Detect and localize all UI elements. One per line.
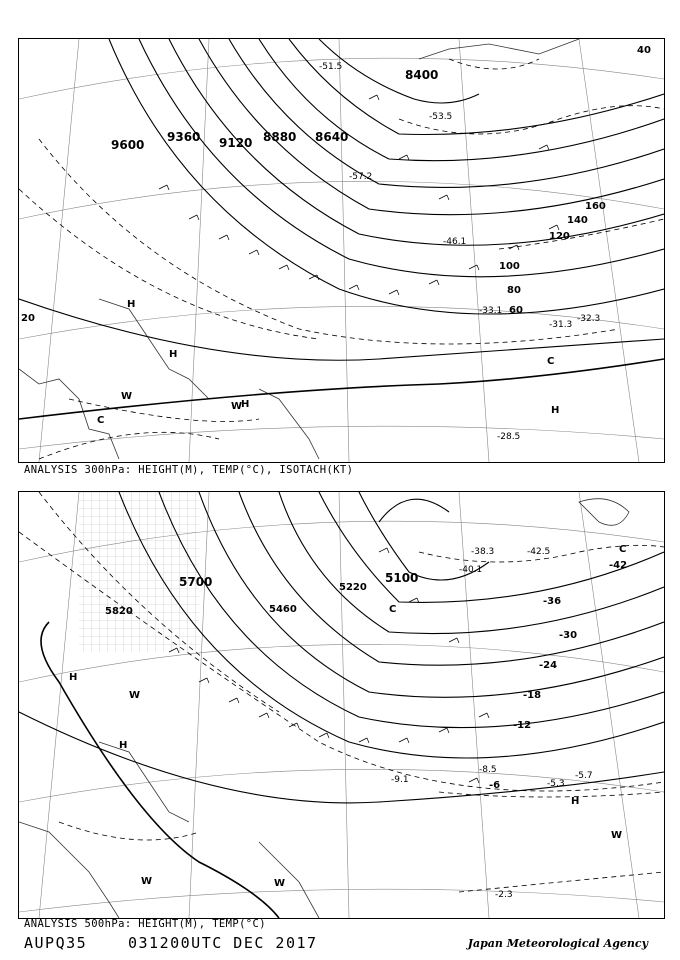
height-label-5460: 5460: [269, 604, 297, 615]
high-center: H: [241, 399, 250, 410]
warm-center: W: [129, 690, 141, 701]
isotherm-label--36: -36: [543, 596, 562, 607]
height-label-8640: 8640: [315, 130, 349, 144]
chart-code: AUPQ35: [24, 934, 88, 952]
temp-label: -33.1: [479, 306, 503, 316]
issue-time: 031200UTC DEC 2017: [128, 934, 318, 952]
height-contours: [19, 39, 664, 419]
warm-center: W: [611, 830, 623, 841]
isotherm-label--12: -12: [513, 720, 532, 731]
warm-center: W: [121, 391, 133, 402]
high-center: H: [119, 740, 128, 751]
isotach-labels: [21, 45, 651, 324]
isotach-label-20: 20: [21, 313, 35, 324]
high-center: H: [571, 796, 580, 807]
cold-center: C: [619, 544, 627, 555]
isotach-label-140: 140: [567, 215, 588, 226]
height-label-9120: 9120: [219, 136, 253, 150]
pressure-centers: [97, 299, 559, 426]
temp-label: -40.1: [459, 565, 483, 575]
temp-label: -42.5: [527, 547, 551, 557]
temp-label: -31.3: [549, 320, 573, 330]
high-center: H: [127, 299, 136, 310]
hatched-area: [79, 492, 199, 652]
temp-label: -51.5: [319, 62, 343, 72]
warm-center: W: [274, 878, 286, 889]
isotherm-label--24: -24: [539, 660, 558, 671]
warm-center: W: [141, 876, 153, 887]
isotach-label-40: 40: [637, 45, 651, 56]
temp-label: -53.5: [429, 112, 453, 122]
cold-center: C: [97, 415, 105, 426]
graticule: [19, 39, 664, 462]
height-label-9360: 9360: [167, 130, 201, 144]
coastline: [19, 39, 579, 459]
temp-label: -32.3: [577, 314, 601, 324]
map-panel-300hpa: [18, 38, 665, 463]
temp-label: -38.3: [471, 547, 495, 557]
isotherms: [19, 59, 664, 459]
high-center: H: [551, 405, 560, 416]
temp-label: -5.3: [547, 779, 565, 789]
isotherm-label--6: -6: [489, 780, 501, 791]
isotach-label-60: 60: [509, 305, 523, 316]
isotherm-label--18: -18: [523, 690, 542, 701]
height-label-5220: 5220: [339, 582, 367, 593]
temperature-labels: [391, 547, 593, 900]
isotach-label-80: 80: [507, 285, 521, 296]
height-label-9600: 9600: [111, 138, 145, 152]
temp-label: -57.2: [349, 172, 373, 182]
high-center: H: [69, 672, 78, 683]
isotach-label-160: 160: [585, 201, 606, 212]
isotherm-label--42: -42: [609, 560, 628, 571]
panel-caption-300hpa: ANALYSIS 300hPa: HEIGHT(M), TEMP(°C), ISOTACH(KT): [24, 464, 354, 476]
temp-label: -46.1: [443, 237, 467, 247]
isotherm-label--30: -30: [559, 630, 578, 641]
panel-caption-500hpa: ANALYSIS 500hPa: HEIGHT(M), TEMP(°C): [24, 918, 266, 930]
cold-center: C: [547, 356, 555, 367]
cold-center: C: [389, 604, 397, 615]
height-label-5700: 5700: [179, 575, 213, 589]
warm-center: W: [231, 401, 243, 412]
height-label-8400: 8400: [405, 68, 439, 82]
temp-label: -9.1: [391, 775, 409, 785]
map-500hpa: [19, 492, 664, 918]
temp-label: -8.5: [479, 765, 497, 775]
height-label-8880: 8880: [263, 130, 297, 144]
temp-label: -28.5: [497, 432, 521, 442]
isotach-label-100: 100: [499, 261, 520, 272]
height-label-5820: 5820: [105, 606, 133, 617]
temp-label: -5.7: [575, 771, 593, 781]
agency-name: Japan Meteorological Agency: [467, 937, 648, 950]
isotach-label-120: 120: [549, 231, 570, 242]
map-panel-500hpa: [18, 491, 665, 919]
height-label-5100: 5100: [385, 571, 419, 585]
high-center: H: [169, 349, 178, 360]
temp-label: -2.3: [495, 890, 513, 900]
map-300hpa: [19, 39, 664, 462]
